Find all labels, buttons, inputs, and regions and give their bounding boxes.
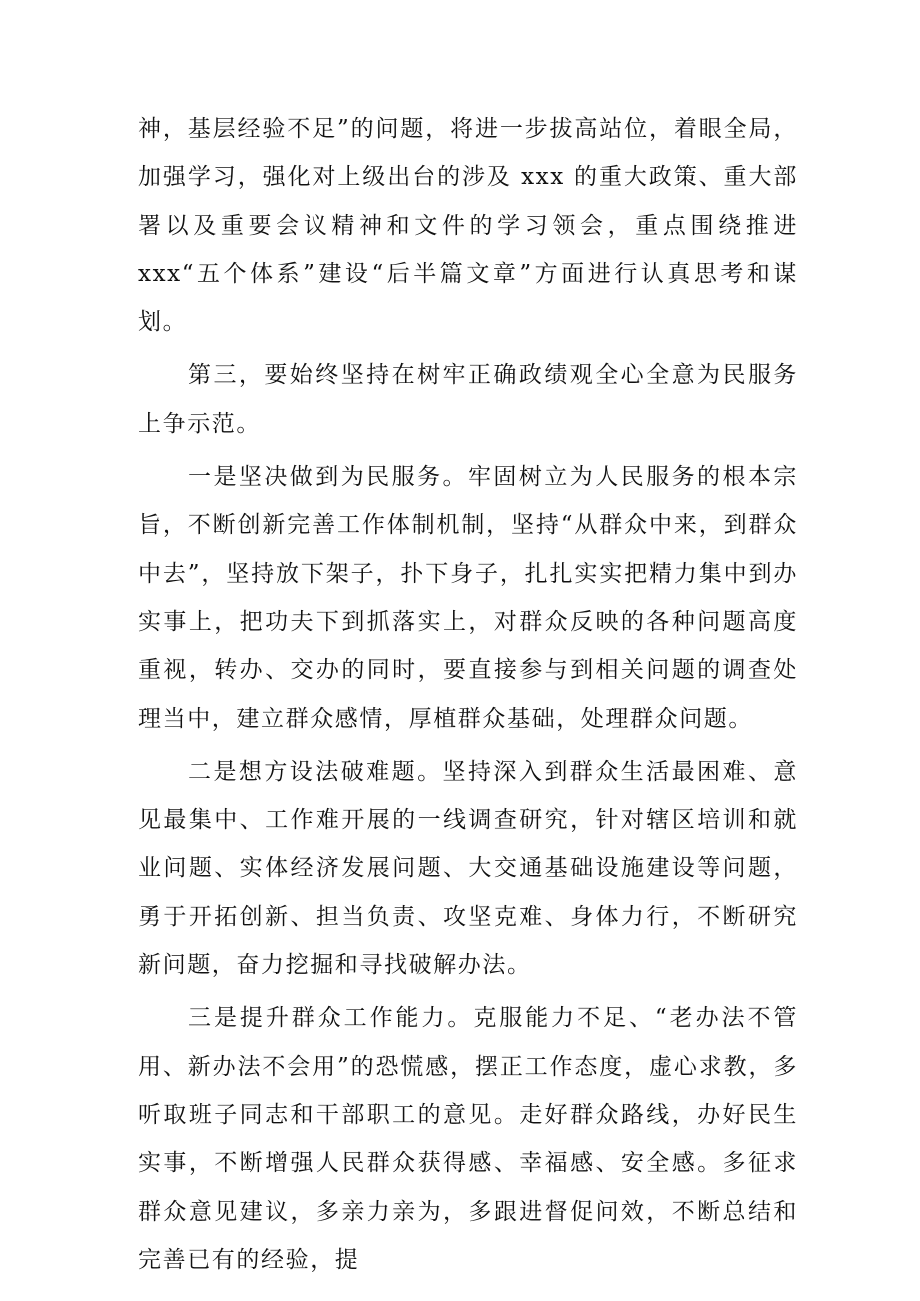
paragraph-serve-people: 一是坚决做到为民服务。牢固树立为人民服务的根本宗旨，不断创新完善工作体制机制，坚持“从群众中来，到群众中去”，坚持放下架子，扑下身子，扎扎实实把精力集中到办实事上，把功夫下到抓落实上，对群众反映的各种问题高度重视，转办、交办的同时，要直接参与到相关问题的调查处理当中，建立群众感情，厚植群众基础，处理群众问题。	[138, 464, 798, 732]
paragraph-continuation: 神，基层经验不足”的问题，将进一步拔高站位，着眼全局，加强学习，强化对上级出台的涉及 xxx 的重大政策、重大部署以及重要会议精神和文件的学习领会，重点围绕推进 xxx“五个体系”建设“后半篇文章”方面进行认真思考和谋划。	[138, 116, 798, 336]
paragraph-section-three-heading: 第三，要始终坚持在树牢正确政绩观全心全意为民服务上争示范。	[138, 362, 798, 437]
paragraph-improve-ability: 三是提升群众工作能力。克服能力不足、“老办法不管用、新办法不会用”的恐慌感，摆正工作态度，虚心求教，多听取班子同志和干部职工的意见。走好群众路线，办好民生实事，不断增强人民群众获得感、幸福感、安全感。多征求群众意见建议，多亲力亲为，多跟进督促问效，不断总结和完善已有的经验，提	[138, 1005, 798, 1273]
document-body	[138, 105, 798, 1289]
paragraph-solve-problems: 二是想方设法破难题。坚持深入到群众生活最困难、意见最集中、工作难开展的一线调查研究，针对辖区培训和就业问题、实体经济发展问题、大交通基础设施建设等问题，勇于开拓创新、担当负责、攻坚克难、身体力行，不断研究新问题，奋力挖掘和寻找破解办法。	[138, 758, 798, 979]
